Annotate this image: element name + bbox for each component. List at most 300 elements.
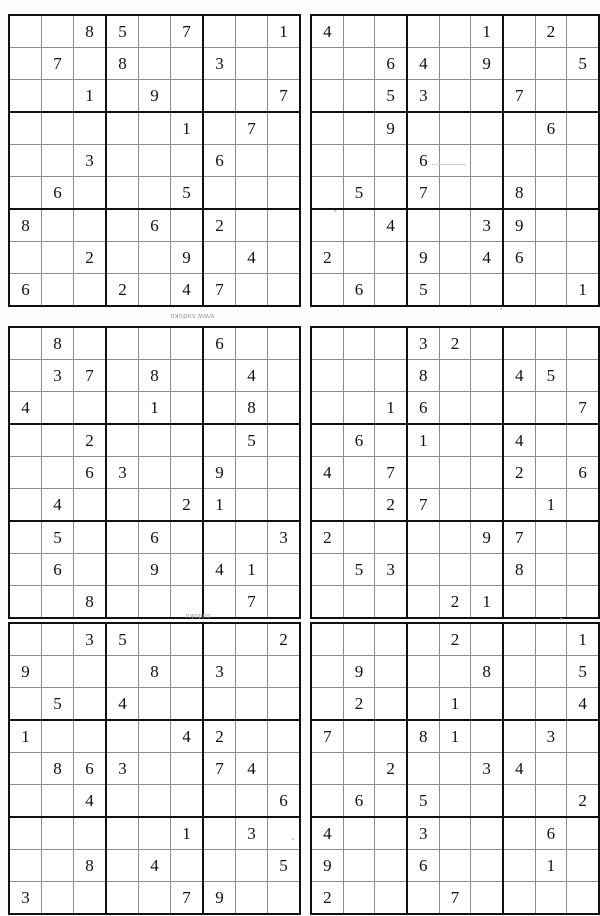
sudoku-cell[interactable]: 3	[42, 360, 74, 392]
sudoku-cell[interactable]	[268, 360, 301, 392]
sudoku-cell[interactable]: 9	[471, 521, 503, 554]
sudoku-cell[interactable]	[106, 720, 139, 753]
sudoku-cell[interactable]: 5	[106, 15, 139, 48]
sudoku-cell[interactable]	[311, 656, 343, 688]
sudoku-cell[interactable]: 8	[74, 586, 107, 619]
sudoku-cell[interactable]	[535, 392, 567, 425]
sudoku-cell[interactable]	[139, 882, 171, 915]
sudoku-cell[interactable]	[375, 15, 407, 48]
sudoku-cell[interactable]	[9, 753, 42, 785]
sudoku-cell[interactable]	[439, 80, 471, 113]
sudoku-cell[interactable]: 1	[375, 392, 407, 425]
sudoku-cell[interactable]	[375, 177, 407, 210]
sudoku-cell[interactable]: 6	[407, 850, 439, 882]
sudoku-cell[interactable]	[535, 48, 567, 80]
sudoku-cell[interactable]	[311, 586, 343, 619]
sudoku-cell[interactable]: 7	[407, 489, 439, 522]
sudoku-cell[interactable]	[106, 209, 139, 242]
sudoku-cell[interactable]	[74, 177, 107, 210]
sudoku-cell[interactable]: 2	[268, 623, 301, 656]
sudoku-cell[interactable]: 8	[503, 177, 535, 210]
sudoku-cell[interactable]: 5	[567, 48, 599, 80]
sudoku-cell[interactable]: 7	[503, 521, 535, 554]
sudoku-cell[interactable]	[471, 623, 503, 656]
sudoku-cell[interactable]: 4	[503, 753, 535, 785]
sudoku-cell[interactable]	[236, 15, 268, 48]
sudoku-cell[interactable]	[139, 457, 171, 489]
sudoku-cell[interactable]	[311, 623, 343, 656]
sudoku-cell[interactable]: 2	[203, 720, 236, 753]
sudoku-cell[interactable]: 4	[236, 360, 268, 392]
sudoku-cell[interactable]: 4	[236, 753, 268, 785]
sudoku-cell[interactable]: 7	[203, 274, 236, 307]
sudoku-cell[interactable]	[42, 457, 74, 489]
sudoku-cell[interactable]	[9, 242, 42, 274]
sudoku-cell[interactable]	[171, 360, 204, 392]
sudoku-cell[interactable]	[9, 80, 42, 113]
sudoku-cell[interactable]: 3	[236, 817, 268, 850]
sudoku-cell[interactable]: 7	[268, 80, 301, 113]
sudoku-cell[interactable]	[139, 753, 171, 785]
sudoku-cell[interactable]	[407, 688, 439, 721]
sudoku-cell[interactable]: 2	[567, 785, 599, 818]
sudoku-cell[interactable]	[567, 489, 599, 522]
sudoku-cell[interactable]	[74, 489, 107, 522]
sudoku-cell[interactable]	[9, 112, 42, 145]
sudoku-cell[interactable]	[106, 327, 139, 360]
sudoku-cell[interactable]	[343, 521, 375, 554]
sudoku-cell[interactable]	[311, 554, 343, 586]
sudoku-cell[interactable]	[139, 785, 171, 818]
sudoku-cell[interactable]: 7	[375, 457, 407, 489]
sudoku-cell[interactable]: 9	[139, 80, 171, 113]
sudoku-cell[interactable]: 1	[139, 392, 171, 425]
sudoku-cell[interactable]	[268, 688, 301, 721]
sudoku-cell[interactable]: 1	[471, 15, 503, 48]
sudoku-cell[interactable]	[9, 360, 42, 392]
sudoku-cell[interactable]: 3	[471, 753, 503, 785]
sudoku-cell[interactable]: 8	[471, 656, 503, 688]
sudoku-cell[interactable]	[203, 177, 236, 210]
sudoku-cell[interactable]: 6	[343, 274, 375, 307]
sudoku-cell[interactable]: 3	[106, 457, 139, 489]
sudoku-cell[interactable]	[106, 586, 139, 619]
sudoku-cell[interactable]: 2	[311, 882, 343, 915]
sudoku-cell[interactable]	[535, 623, 567, 656]
sudoku-cell[interactable]	[375, 327, 407, 360]
sudoku-cell[interactable]	[268, 424, 301, 457]
sudoku-cell[interactable]: 2	[375, 753, 407, 785]
sudoku-cell[interactable]	[471, 688, 503, 721]
sudoku-cell[interactable]	[343, 850, 375, 882]
sudoku-cell[interactable]	[439, 392, 471, 425]
sudoku-cell[interactable]	[236, 850, 268, 882]
sudoku-cell[interactable]	[106, 112, 139, 145]
sudoku-cell[interactable]: 7	[42, 48, 74, 80]
sudoku-cell[interactable]: 4	[74, 785, 107, 818]
sudoku-cell[interactable]	[535, 457, 567, 489]
sudoku-cell[interactable]: 9	[203, 882, 236, 915]
sudoku-cell[interactable]	[203, 785, 236, 818]
sudoku-cell[interactable]	[375, 656, 407, 688]
sudoku-cell[interactable]: 4	[503, 360, 535, 392]
sudoku-cell[interactable]: 6	[343, 785, 375, 818]
sudoku-cell[interactable]: 4	[171, 720, 204, 753]
sudoku-cell[interactable]	[311, 360, 343, 392]
sudoku-cell[interactable]	[139, 720, 171, 753]
sudoku-cell[interactable]	[9, 457, 42, 489]
sudoku-cell[interactable]: 7	[74, 360, 107, 392]
sudoku-cell[interactable]	[375, 882, 407, 915]
sudoku-cell[interactable]: 9	[375, 112, 407, 145]
sudoku-cell[interactable]	[268, 457, 301, 489]
sudoku-cell[interactable]	[503, 850, 535, 882]
sudoku-cell[interactable]	[471, 882, 503, 915]
sudoku-cell[interactable]	[203, 521, 236, 554]
sudoku-cell[interactable]: 2	[74, 242, 107, 274]
sudoku-cell[interactable]: 8	[407, 360, 439, 392]
sudoku-cell[interactable]	[171, 850, 204, 882]
sudoku-cell[interactable]	[74, 720, 107, 753]
sudoku-cell[interactable]: 6	[9, 274, 42, 307]
sudoku-cell[interactable]	[503, 586, 535, 619]
sudoku-cell[interactable]	[236, 656, 268, 688]
sudoku-cell[interactable]	[503, 392, 535, 425]
sudoku-cell[interactable]	[42, 392, 74, 425]
sudoku-cell[interactable]	[311, 424, 343, 457]
sudoku-cell[interactable]	[203, 688, 236, 721]
sudoku-cell[interactable]	[268, 882, 301, 915]
sudoku-cell[interactable]: 4	[311, 457, 343, 489]
sudoku-cell[interactable]	[439, 656, 471, 688]
sudoku-cell[interactable]	[268, 392, 301, 425]
sudoku-cell[interactable]	[567, 80, 599, 113]
sudoku-cell[interactable]	[471, 80, 503, 113]
sudoku-cell[interactable]: 8	[139, 360, 171, 392]
sudoku-cell[interactable]	[42, 242, 74, 274]
sudoku-cell[interactable]	[42, 882, 74, 915]
sudoku-cell[interactable]	[311, 209, 343, 242]
sudoku-cell[interactable]: 6	[535, 817, 567, 850]
sudoku-cell[interactable]	[375, 720, 407, 753]
sudoku-cell[interactable]: 6	[139, 209, 171, 242]
sudoku-cell[interactable]	[311, 785, 343, 818]
sudoku-cell[interactable]	[567, 15, 599, 48]
sudoku-cell[interactable]	[268, 177, 301, 210]
sudoku-cell[interactable]: 5	[268, 850, 301, 882]
sudoku-cell[interactable]	[535, 586, 567, 619]
sudoku-cell[interactable]	[42, 817, 74, 850]
sudoku-cell[interactable]: 3	[106, 753, 139, 785]
sudoku-cell[interactable]: 3	[407, 327, 439, 360]
sudoku-cell[interactable]	[471, 554, 503, 586]
sudoku-cell[interactable]	[106, 80, 139, 113]
sudoku-cell[interactable]: 2	[203, 209, 236, 242]
sudoku-cell[interactable]	[439, 242, 471, 274]
sudoku-cell[interactable]	[535, 688, 567, 721]
sudoku-cell[interactable]: 7	[236, 112, 268, 145]
sudoku-cell[interactable]	[567, 327, 599, 360]
sudoku-cell[interactable]: 5	[106, 623, 139, 656]
sudoku-cell[interactable]	[139, 274, 171, 307]
sudoku-cell[interactable]	[375, 586, 407, 619]
sudoku-cell[interactable]	[471, 720, 503, 753]
sudoku-cell[interactable]	[439, 521, 471, 554]
sudoku-cell[interactable]	[343, 457, 375, 489]
sudoku-cell[interactable]	[171, 80, 204, 113]
sudoku-cell[interactable]	[439, 209, 471, 242]
sudoku-cell[interactable]: 3	[471, 209, 503, 242]
sudoku-cell[interactable]	[268, 586, 301, 619]
sudoku-cell[interactable]: 3	[9, 882, 42, 915]
sudoku-cell[interactable]: 6	[74, 457, 107, 489]
sudoku-cell[interactable]	[139, 586, 171, 619]
sudoku-cell[interactable]	[268, 817, 301, 850]
sudoku-cell[interactable]	[203, 242, 236, 274]
sudoku-cell[interactable]	[171, 554, 204, 586]
sudoku-cell[interactable]: 7	[171, 15, 204, 48]
sudoku-cell[interactable]	[236, 80, 268, 113]
sudoku-cell[interactable]: 5	[42, 688, 74, 721]
sudoku-cell[interactable]: 4	[311, 817, 343, 850]
sudoku-cell[interactable]	[139, 177, 171, 210]
sudoku-cell[interactable]	[567, 424, 599, 457]
sudoku-cell[interactable]	[74, 327, 107, 360]
sudoku-cell[interactable]	[9, 48, 42, 80]
sudoku-cell[interactable]	[203, 392, 236, 425]
sudoku-cell[interactable]	[74, 521, 107, 554]
sudoku-cell[interactable]	[535, 753, 567, 785]
sudoku-cell[interactable]	[375, 623, 407, 656]
sudoku-cell[interactable]: 2	[439, 586, 471, 619]
sudoku-cell[interactable]	[343, 392, 375, 425]
sudoku-cell[interactable]	[106, 882, 139, 915]
sudoku-cell[interactable]: 2	[311, 521, 343, 554]
sudoku-cell[interactable]	[503, 623, 535, 656]
sudoku-cell[interactable]: 4	[311, 15, 343, 48]
sudoku-cell[interactable]: 1	[268, 15, 301, 48]
sudoku-cell[interactable]	[407, 623, 439, 656]
sudoku-cell[interactable]: 9	[471, 48, 503, 80]
sudoku-cell[interactable]	[343, 145, 375, 177]
sudoku-cell[interactable]: 7	[567, 392, 599, 425]
sudoku-cell[interactable]	[9, 850, 42, 882]
sudoku-cell[interactable]	[9, 817, 42, 850]
sudoku-cell[interactable]	[9, 623, 42, 656]
sudoku-cell[interactable]	[203, 817, 236, 850]
sudoku-cell[interactable]	[268, 145, 301, 177]
sudoku-cell[interactable]: 3	[268, 521, 301, 554]
sudoku-cell[interactable]: 3	[74, 145, 107, 177]
sudoku-cell[interactable]: 1	[9, 720, 42, 753]
sudoku-cell[interactable]	[343, 720, 375, 753]
sudoku-cell[interactable]	[439, 785, 471, 818]
sudoku-cell[interactable]	[139, 15, 171, 48]
sudoku-cell[interactable]: 3	[535, 720, 567, 753]
sudoku-cell[interactable]	[106, 242, 139, 274]
sudoku-cell[interactable]	[42, 274, 74, 307]
sudoku-cell[interactable]	[171, 753, 204, 785]
sudoku-cell[interactable]	[471, 457, 503, 489]
sudoku-cell[interactable]	[567, 882, 599, 915]
sudoku-cell[interactable]: 2	[439, 327, 471, 360]
sudoku-cell[interactable]: 4	[407, 48, 439, 80]
sudoku-cell[interactable]	[471, 489, 503, 522]
sudoku-cell[interactable]	[535, 242, 567, 274]
sudoku-cell[interactable]: 7	[503, 80, 535, 113]
sudoku-cell[interactable]: 1	[567, 274, 599, 307]
sudoku-cell[interactable]: 8	[9, 209, 42, 242]
sudoku-cell[interactable]	[106, 656, 139, 688]
sudoku-cell[interactable]	[9, 177, 42, 210]
sudoku-cell[interactable]	[343, 817, 375, 850]
sudoku-cell[interactable]	[203, 112, 236, 145]
sudoku-cell[interactable]: 2	[535, 15, 567, 48]
sudoku-cell[interactable]: 6	[139, 521, 171, 554]
sudoku-cell[interactable]	[407, 457, 439, 489]
sudoku-cell[interactable]	[471, 327, 503, 360]
sudoku-cell[interactable]	[268, 753, 301, 785]
sudoku-cell[interactable]	[311, 48, 343, 80]
sudoku-cell[interactable]: 8	[236, 392, 268, 425]
sudoku-cell[interactable]	[343, 489, 375, 522]
sudoku-cell[interactable]	[268, 209, 301, 242]
sudoku-cell[interactable]: 5	[407, 274, 439, 307]
sudoku-cell[interactable]	[375, 850, 407, 882]
sudoku-cell[interactable]	[343, 112, 375, 145]
sudoku-cell[interactable]: 7	[311, 720, 343, 753]
sudoku-cell[interactable]: 9	[171, 242, 204, 274]
sudoku-cell[interactable]: 2	[311, 242, 343, 274]
sudoku-cell[interactable]	[268, 720, 301, 753]
sudoku-cell[interactable]	[311, 392, 343, 425]
sudoku-cell[interactable]: 2	[106, 274, 139, 307]
sudoku-cell[interactable]	[106, 554, 139, 586]
sudoku-cell[interactable]: 8	[407, 720, 439, 753]
sudoku-cell[interactable]: 4	[375, 209, 407, 242]
sudoku-cell[interactable]	[439, 817, 471, 850]
sudoku-cell[interactable]	[106, 360, 139, 392]
sudoku-cell[interactable]	[503, 112, 535, 145]
sudoku-cell[interactable]	[171, 457, 204, 489]
sudoku-cell[interactable]	[503, 15, 535, 48]
sudoku-cell[interactable]	[236, 688, 268, 721]
sudoku-cell[interactable]	[9, 521, 42, 554]
sudoku-cell[interactable]: 5	[407, 785, 439, 818]
sudoku-cell[interactable]	[139, 623, 171, 656]
sudoku-cell[interactable]: 4	[171, 274, 204, 307]
sudoku-cell[interactable]	[503, 489, 535, 522]
sudoku-cell[interactable]	[171, 392, 204, 425]
sudoku-cell[interactable]	[503, 817, 535, 850]
sudoku-cell[interactable]	[535, 882, 567, 915]
sudoku-cell[interactable]: 9	[503, 209, 535, 242]
sudoku-cell[interactable]	[171, 209, 204, 242]
sudoku-cell[interactable]	[106, 424, 139, 457]
sudoku-cell[interactable]: 2	[375, 489, 407, 522]
sudoku-cell[interactable]	[171, 688, 204, 721]
sudoku-cell[interactable]	[171, 424, 204, 457]
sudoku-cell[interactable]	[375, 274, 407, 307]
sudoku-cell[interactable]	[42, 656, 74, 688]
sudoku-cell[interactable]	[42, 145, 74, 177]
sudoku-cell[interactable]	[439, 554, 471, 586]
sudoku-cell[interactable]	[407, 586, 439, 619]
sudoku-cell[interactable]	[535, 209, 567, 242]
sudoku-cell[interactable]	[106, 817, 139, 850]
sudoku-cell[interactable]	[407, 15, 439, 48]
sudoku-cell[interactable]	[106, 177, 139, 210]
sudoku-cell[interactable]	[343, 209, 375, 242]
sudoku-cell[interactable]	[471, 360, 503, 392]
sudoku-cell[interactable]	[236, 489, 268, 522]
sudoku-cell[interactable]	[535, 785, 567, 818]
sudoku-cell[interactable]	[503, 720, 535, 753]
sudoku-cell[interactable]	[503, 785, 535, 818]
sudoku-cell[interactable]: 1	[236, 554, 268, 586]
sudoku-cell[interactable]: 1	[171, 112, 204, 145]
sudoku-cell[interactable]	[139, 112, 171, 145]
sudoku-cell[interactable]: 1	[439, 720, 471, 753]
sudoku-cell[interactable]: 6	[74, 753, 107, 785]
sudoku-cell[interactable]: 5	[375, 80, 407, 113]
sudoku-cell[interactable]	[343, 48, 375, 80]
sudoku-cell[interactable]	[268, 489, 301, 522]
sudoku-cell[interactable]: 1	[171, 817, 204, 850]
sudoku-cell[interactable]	[42, 720, 74, 753]
sudoku-cell[interactable]: 5	[236, 424, 268, 457]
sudoku-cell[interactable]	[42, 586, 74, 619]
sudoku-cell[interactable]: 1	[203, 489, 236, 522]
sudoku-cell[interactable]	[375, 242, 407, 274]
sudoku-cell[interactable]	[42, 15, 74, 48]
sudoku-cell[interactable]	[106, 521, 139, 554]
sudoku-cell[interactable]	[9, 424, 42, 457]
sudoku-cell[interactable]	[567, 817, 599, 850]
sudoku-cell[interactable]	[74, 48, 107, 80]
sudoku-cell[interactable]	[439, 112, 471, 145]
sudoku-cell[interactable]	[311, 80, 343, 113]
sudoku-cell[interactable]	[139, 327, 171, 360]
sudoku-cell[interactable]	[74, 656, 107, 688]
sudoku-cell[interactable]	[236, 209, 268, 242]
sudoku-cell[interactable]	[407, 209, 439, 242]
sudoku-cell[interactable]	[203, 15, 236, 48]
sudoku-cell[interactable]: 2	[74, 424, 107, 457]
sudoku-cell[interactable]: 6	[268, 785, 301, 818]
sudoku-cell[interactable]	[567, 586, 599, 619]
sudoku-cell[interactable]: 2	[343, 688, 375, 721]
sudoku-cell[interactable]: 6	[42, 177, 74, 210]
sudoku-cell[interactable]	[171, 327, 204, 360]
sudoku-cell[interactable]: 6	[503, 242, 535, 274]
sudoku-cell[interactable]	[311, 489, 343, 522]
sudoku-cell[interactable]: 9	[407, 242, 439, 274]
sudoku-cell[interactable]	[74, 688, 107, 721]
sudoku-cell[interactable]	[236, 145, 268, 177]
sudoku-cell[interactable]	[343, 80, 375, 113]
sudoku-cell[interactable]: 3	[203, 656, 236, 688]
sudoku-cell[interactable]	[311, 753, 343, 785]
sudoku-cell[interactable]: 7	[203, 753, 236, 785]
sudoku-cell[interactable]: 1	[74, 80, 107, 113]
sudoku-cell[interactable]	[375, 424, 407, 457]
sudoku-cell[interactable]: 8	[106, 48, 139, 80]
sudoku-cell[interactable]	[171, 145, 204, 177]
sudoku-cell[interactable]	[503, 882, 535, 915]
sudoku-cell[interactable]	[407, 753, 439, 785]
sudoku-cell[interactable]	[9, 586, 42, 619]
